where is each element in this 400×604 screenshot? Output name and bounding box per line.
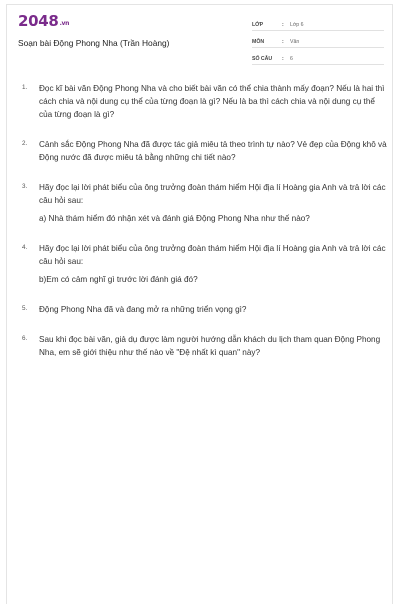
question-item [19, 333, 389, 359]
worksheet [6, 4, 393, 604]
meta-row-class [252, 16, 384, 31]
meta-colon: : [282, 22, 284, 28]
question-text: Cảnh sắc Động Phong Nha đã được tác giả miêu tả theo trình tự nào? Vẻ đẹp của Động khô và Động nước đã được miêu tả bằng những chi tiết nào? [39, 140, 387, 162]
question-body [39, 242, 389, 286]
meta-row-question-count [252, 50, 384, 65]
question-body [39, 181, 389, 225]
meta-colon: : [282, 39, 284, 45]
question-list [19, 82, 389, 376]
logo-tld: .vn [59, 20, 70, 27]
meta-label-question-count: SỐ CÂU [252, 56, 273, 62]
question-number: 3. [22, 183, 28, 190]
question-body [39, 138, 389, 164]
question-body [39, 82, 389, 121]
meta-value-subject: Văn [290, 39, 300, 45]
question-number: 1. [22, 84, 28, 91]
question-text: Động Phong Nha đã và đang mở ra những triển vọng gì? [39, 305, 247, 314]
meta-label-class: LỚP [252, 22, 264, 28]
question-body [39, 303, 389, 316]
question-text: Sau khi đọc bài văn, giả dụ được làm người hướng dẫn khách du lịch tham quan Động Phong Nha, em sẽ giới thiệu như thế nào về "Đệ nhất kì quan" này? [39, 335, 381, 357]
question-item [19, 138, 389, 164]
meta-label-subject: MÔN [252, 39, 265, 45]
document-title: Soạn bài Động Phong Nha (Trần Hoàng) [18, 38, 170, 48]
meta-fields [252, 16, 384, 67]
question-subpart: b)Em có cảm nghĩ gì trước lời đánh giá đó? [39, 275, 198, 284]
meta-value-question-count: 6 [290, 56, 293, 62]
worksheet-header [7, 5, 392, 62]
question-item [19, 242, 389, 286]
question-text: Hãy đọc lại lời phát biểu của ông trưởng đoàn thám hiểm Hội địa lí Hoàng gia Anh và trả lời các câu hỏi sau: [39, 244, 386, 266]
question-body [39, 333, 389, 359]
question-item [19, 181, 389, 225]
meta-colon: : [282, 56, 284, 62]
question-item [19, 82, 389, 121]
question-text: Hãy đọc lại lời phát biểu của ông trưởng đoàn thám hiểm Hội địa lí Hoàng gia Anh và trả lời các câu hỏi sau: [39, 183, 386, 205]
logo-main: 2048 [18, 12, 59, 30]
question-number: 6. [22, 335, 28, 342]
question-subpart: a) Nhà thám hiểm đó nhận xét và đánh giá Động Phong Nha như thế nào? [39, 214, 310, 223]
meta-value-class: Lớp 6 [290, 22, 304, 28]
question-item [19, 303, 389, 316]
site-logo[interactable] [18, 14, 69, 29]
question-number: 4. [22, 244, 28, 251]
meta-row-subject [252, 33, 384, 48]
question-text: Đọc kĩ bài văn Động Phong Nha và cho biết bài văn có thể chia thành mấy đoạn? Nếu là hai thì cách chia và nội dung cụ thể của từng đoạn là gì? Nếu là ba thì cách chia và nội dung cụ thể của từng đoạn là gì? [39, 84, 385, 119]
question-number: 2. [22, 140, 28, 147]
question-number: 5. [22, 305, 28, 312]
